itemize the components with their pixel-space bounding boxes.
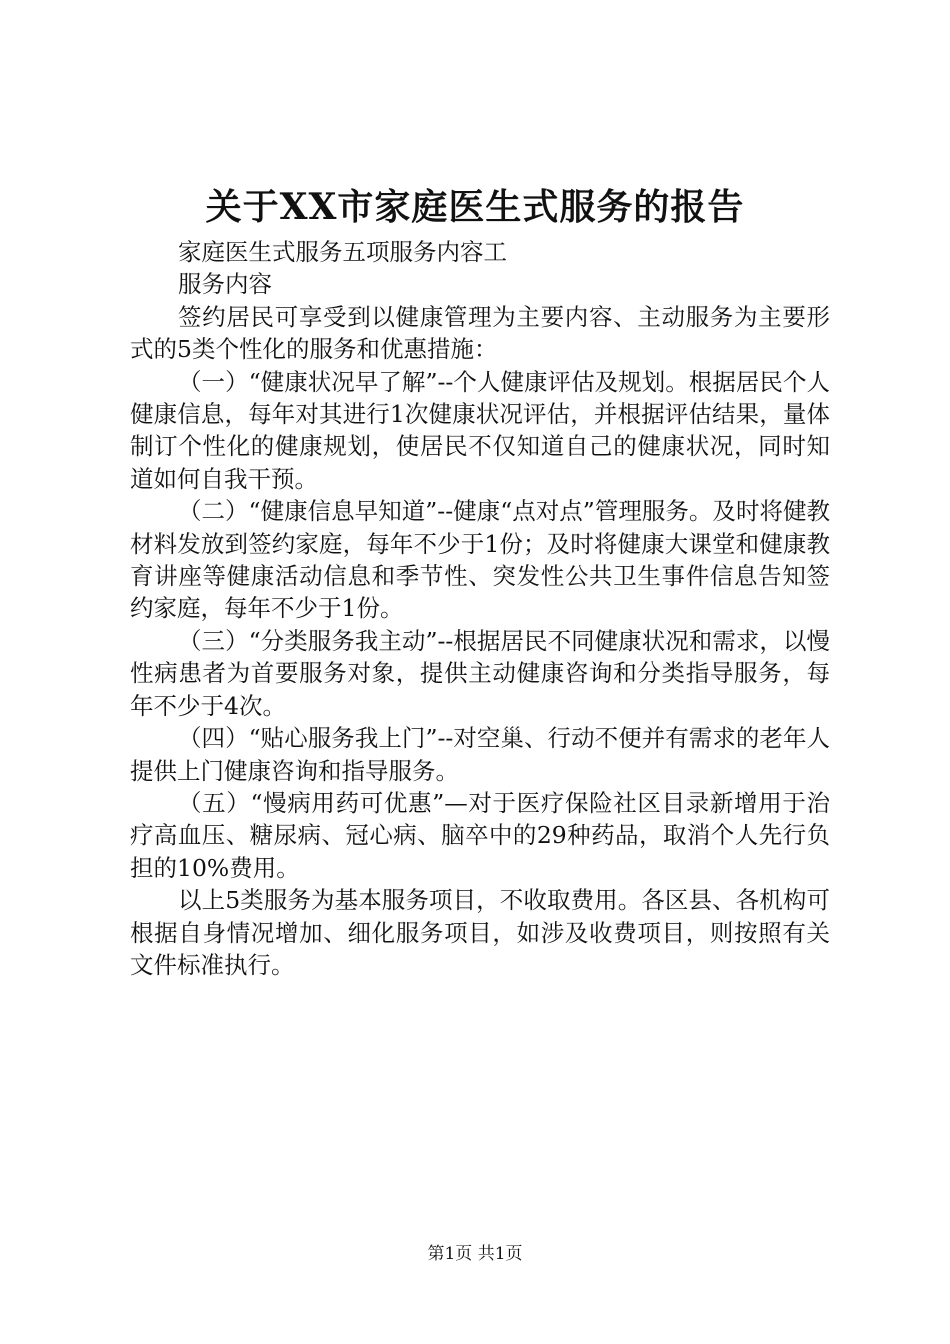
paragraph-item-3: （三）“分类服务我主动”--根据居民不同健康状况和需求，以慢性病患者为首要服务对象，提供主动健康咨询和分类指导服务，每年不少于4次。	[130, 626, 830, 720]
page-number-footer: 第1页 共1页	[427, 1244, 523, 1264]
document-title: 关于XX市家庭医生式服务的报告	[205, 186, 745, 228]
paragraph-item-1: （一）“健康状况早了解”--个人健康评估及规划。根据居民个人健康信息，每年对其进行1次健康状况评估，并根据评估结果，量体制订个性化的健康规划，使居民不仅知道自己的健康状况，同时知道如何自我干预。	[130, 367, 830, 493]
paragraph-overview: 签约居民可享受到以健康管理为主要内容、主动服务为主要形式的5类个性化的服务和优惠措施：	[130, 302, 830, 364]
paragraph-item-4: （四）“贴心服务我上门”--对空巢、行动不便并有需求的老年人提供上门健康咨询和指导服务。	[130, 724, 830, 785]
paragraph-intro-heading: 家庭医生式服务五项服务内容工	[178, 238, 507, 266]
paragraph-item-5: （五）“慢病用药可优惠”—对于医疗保险社区目录新增用于治疗高血压、糖尿病、冠心病、脑卒中的29种药品，取消个人先行负担的10%费用。	[130, 788, 830, 882]
document-body	[130, 236, 830, 981]
paragraph-conclusion: 以上5类服务为基本服务项目，不收取费用。各区县、各机构可根据自身情况增加、细化服务项目，如涉及收费项目，则按照有关文件标准执行。	[130, 886, 830, 979]
paragraph-item-2: （二）“健康信息早知道”--健康“点对点”管理服务。及时将健教材料发放到签约家庭，每年不少于1份；及时将健康大课堂和健康教育讲座等健康活动信息和季节性、突发性公共卫生事件信息告知签约家庭，每年不少于1份。	[130, 497, 830, 623]
paragraph-section-heading: 服务内容	[178, 270, 272, 299]
